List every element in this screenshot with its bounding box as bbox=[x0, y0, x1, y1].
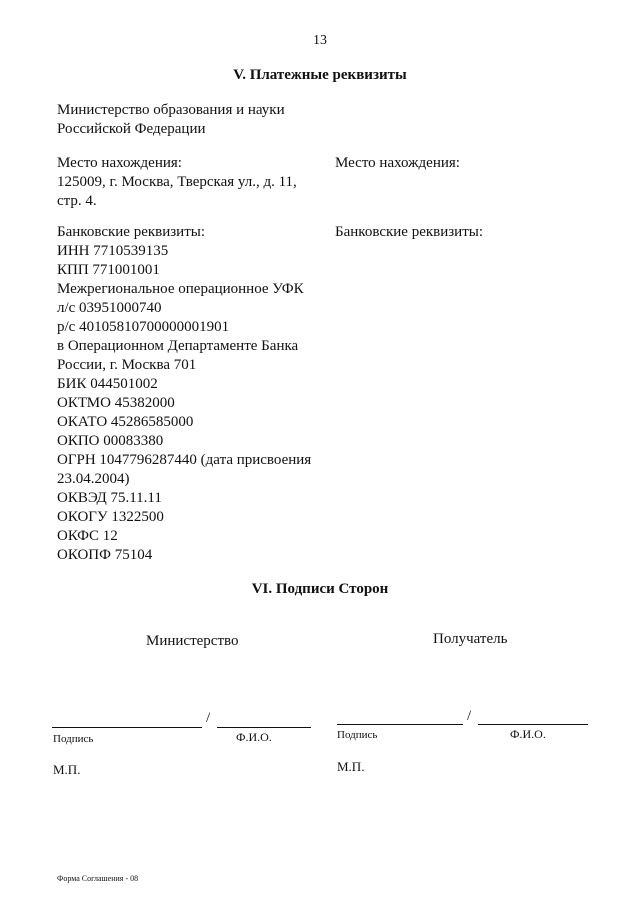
section-title-payment-details: V. Платежные реквизиты bbox=[233, 67, 407, 83]
bank-detail-line: в Операционном Департаменте Банка bbox=[57, 338, 299, 354]
section-title-signatures: VI. Подписи Сторон bbox=[251, 581, 389, 597]
address-label: Место нахождения: bbox=[57, 155, 182, 171]
ministry-name-line[interactable] bbox=[217, 727, 311, 728]
bank-detail-line: России, г. Москва 701 bbox=[57, 357, 197, 373]
address-line: 125009, г. Москва, Тверская ул., д. 11, bbox=[57, 174, 297, 190]
recipient-signature-line[interactable] bbox=[337, 724, 463, 725]
ministry-signature-line[interactable] bbox=[52, 727, 202, 728]
ministry-stamp-label: М.П. bbox=[53, 762, 81, 777]
ministry-fio-label: Ф.И.О. bbox=[236, 730, 272, 744]
bank-detail-line: р/с 40105810700000001901 bbox=[57, 319, 230, 335]
recipient-signature-slash: / bbox=[467, 708, 472, 724]
organization-name bbox=[57, 101, 285, 139]
ministry-signature-slash: / bbox=[206, 710, 211, 726]
form-footer: Форма Соглашения - 08 bbox=[57, 874, 139, 883]
bank-detail-line: ОКПО 00083380 bbox=[57, 433, 164, 449]
bank-detail-line: ОГРН 1047796287440 (дата присвоения bbox=[57, 452, 312, 468]
organization-name-line: Российской Федерации bbox=[57, 121, 206, 137]
recipient-stamp-label: М.П. bbox=[337, 759, 365, 774]
bank-detail-line: КПП 771001001 bbox=[57, 262, 160, 278]
bank-detail-line: БИК 044501002 bbox=[57, 376, 158, 392]
organization-name-line: Министерство образования и науки bbox=[57, 102, 285, 118]
bank-details-label: Банковские реквизиты: bbox=[57, 224, 206, 240]
page-number: 13 bbox=[313, 33, 327, 48]
address-line: стр. 4. bbox=[57, 193, 97, 209]
recipient-name-line[interactable] bbox=[478, 724, 588, 725]
bank-detail-line: ОКТМО 45382000 bbox=[57, 395, 175, 411]
bank-detail-line: ОКАТО 45286585000 bbox=[57, 414, 194, 430]
party-recipient: Получатель bbox=[433, 631, 508, 647]
ministry-signature-label: Подпись bbox=[53, 733, 94, 745]
bank-detail-line: л/с 03951000740 bbox=[57, 300, 162, 316]
ministry-address-block bbox=[57, 154, 297, 211]
bank-detail-line: Межрегиональное операционное УФК bbox=[57, 281, 304, 297]
bank-detail-line: 23.04.2004) bbox=[57, 471, 130, 487]
ministry-bank-details bbox=[57, 223, 311, 565]
bank-detail-line: ИНН 7710539135 bbox=[57, 243, 169, 259]
bank-detail-line: ОКФС 12 bbox=[57, 528, 118, 544]
party-ministry: Министерство bbox=[146, 633, 239, 649]
bank-detail-line: ОКВЭД 75.11.11 bbox=[57, 490, 162, 506]
bank-detail-line: ОКОПФ 75104 bbox=[57, 547, 153, 563]
recipient-bank-details-label: Банковские реквизиты: bbox=[335, 224, 484, 240]
recipient-signature-label: Подпись bbox=[337, 729, 378, 741]
recipient-fio-label: Ф.И.О. bbox=[510, 727, 546, 741]
recipient-address-label: Место нахождения: bbox=[335, 155, 460, 171]
bank-detail-line: ОКОГУ 1322500 bbox=[57, 509, 164, 525]
